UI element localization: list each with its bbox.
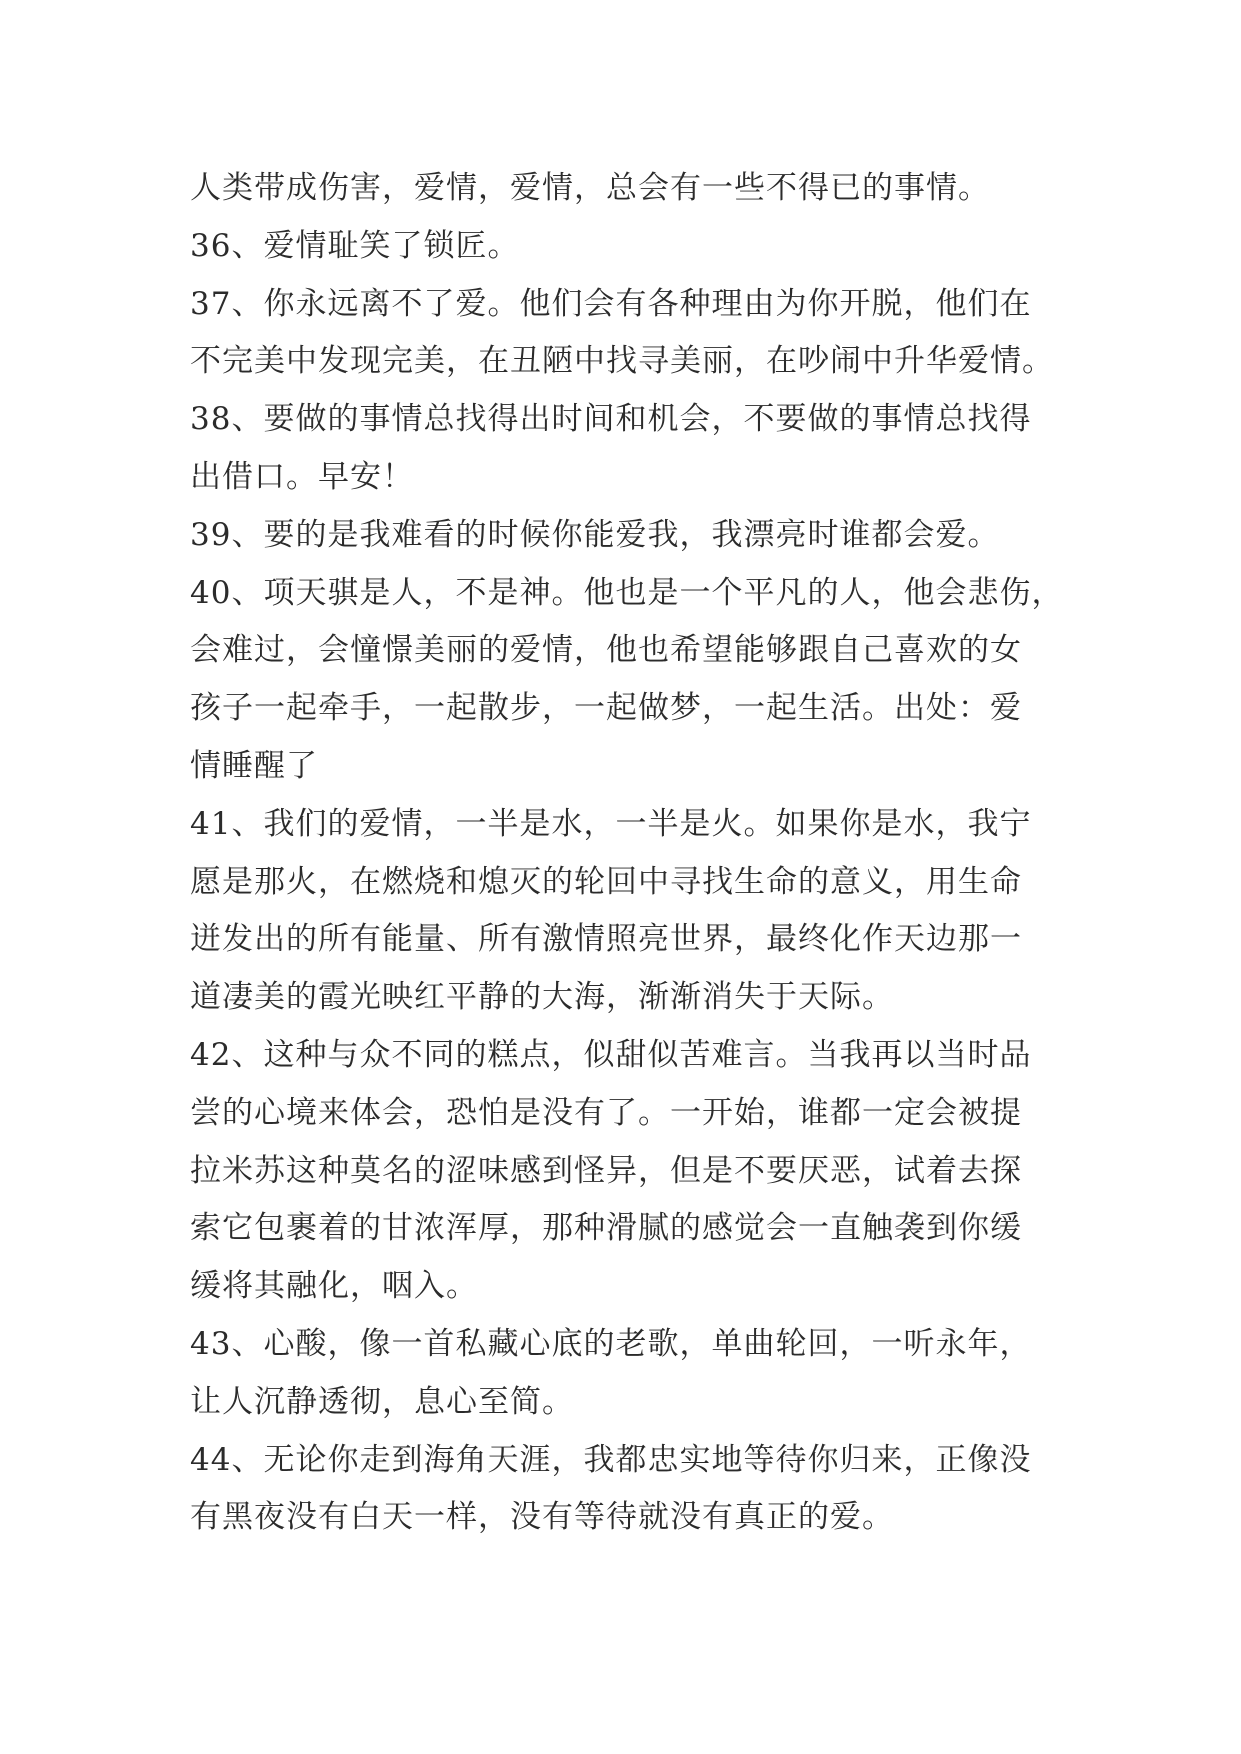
text-line: 迸发出的所有能量、所有激情照亮世界，最终化作天边那一 [190, 921, 1022, 958]
text-line: 道凄美的霞光映红平静的大海，渐渐消失于天际。 [190, 979, 894, 1016]
text-line: 42、这种与众不同的糕点，似甜似苦难言。当我再以当时品 [190, 1036, 1032, 1073]
text-line: 36、爱情耻笑了锁匠。 [190, 227, 520, 264]
document-body [190, 160, 1070, 1547]
paragraph [190, 160, 1070, 218]
text-line: 出借口。早安！ [190, 458, 414, 495]
text-line: 38、要做的事情总找得出时间和机会，不要做的事情总找得 [190, 401, 1032, 438]
paragraph [190, 391, 1070, 507]
text-line: 尝的心境来体会，恐怕是没有了。一开始，谁都一定会被提 [190, 1094, 1022, 1131]
text-line: 44、无论你走到海角天涯，我都忠实地等待你归来，正像没 [190, 1441, 1032, 1478]
text-line: 有黑夜没有白天一样，没有等待就没有真正的爱。 [190, 1499, 894, 1536]
text-line: 会难过，会憧憬美丽的爱情，他也希望能够跟自己喜欢的女 [190, 632, 1022, 669]
text-line: 39、要的是我难看的时候你能爱我，我漂亮时谁都会爱。 [190, 516, 1000, 553]
text-line: 孩子一起牵手，一起散步，一起做梦，一起生活。出处：爱 [190, 690, 1022, 727]
paragraph [190, 565, 1070, 796]
text-line: 愿是那火，在燃烧和熄灭的轮回中寻找生命的意义，用生命 [190, 863, 1022, 900]
text-line: 41、我们的爱情，一半是水，一半是火。如果你是水，我宁 [190, 805, 1032, 842]
paragraph [190, 1027, 1070, 1316]
paragraph [190, 507, 1070, 565]
text-line: 拉米苏这种莫名的涩味感到怪异，但是不要厌恶，试着去探 [190, 1152, 1022, 1189]
paragraph [190, 276, 1070, 392]
text-line: 让人沉静透彻，息心至简。 [190, 1383, 574, 1420]
text-line: 情睡醒了 [190, 747, 318, 784]
text-line: 索它包裹着的甘浓浑厚，那种滑腻的感觉会一直触袭到你缓 [190, 1210, 1022, 1247]
text-line: 37、你永远离不了爱。他们会有各种理由为你开脱，他们在 [190, 285, 1032, 322]
text-line: 人类带成伤害，爱情，爱情，总会有一些不得已的事情。 [190, 170, 990, 206]
text-line: 40、项天骐是人，不是神。他也是一个平凡的人，他会悲伤， [190, 574, 1064, 611]
text-line: 43、心酸，像一首私藏心底的老歌，单曲轮回，一听永年， [190, 1325, 1032, 1362]
paragraph [190, 1432, 1070, 1548]
text-line: 不完美中发现完美，在丑陋中找寻美丽，在吵闹中升华爱情。 [190, 343, 1054, 380]
text-line: 缓将其融化，咽入。 [190, 1268, 478, 1305]
paragraph [190, 1316, 1070, 1432]
paragraph [190, 796, 1070, 1027]
paragraph [190, 218, 1070, 276]
